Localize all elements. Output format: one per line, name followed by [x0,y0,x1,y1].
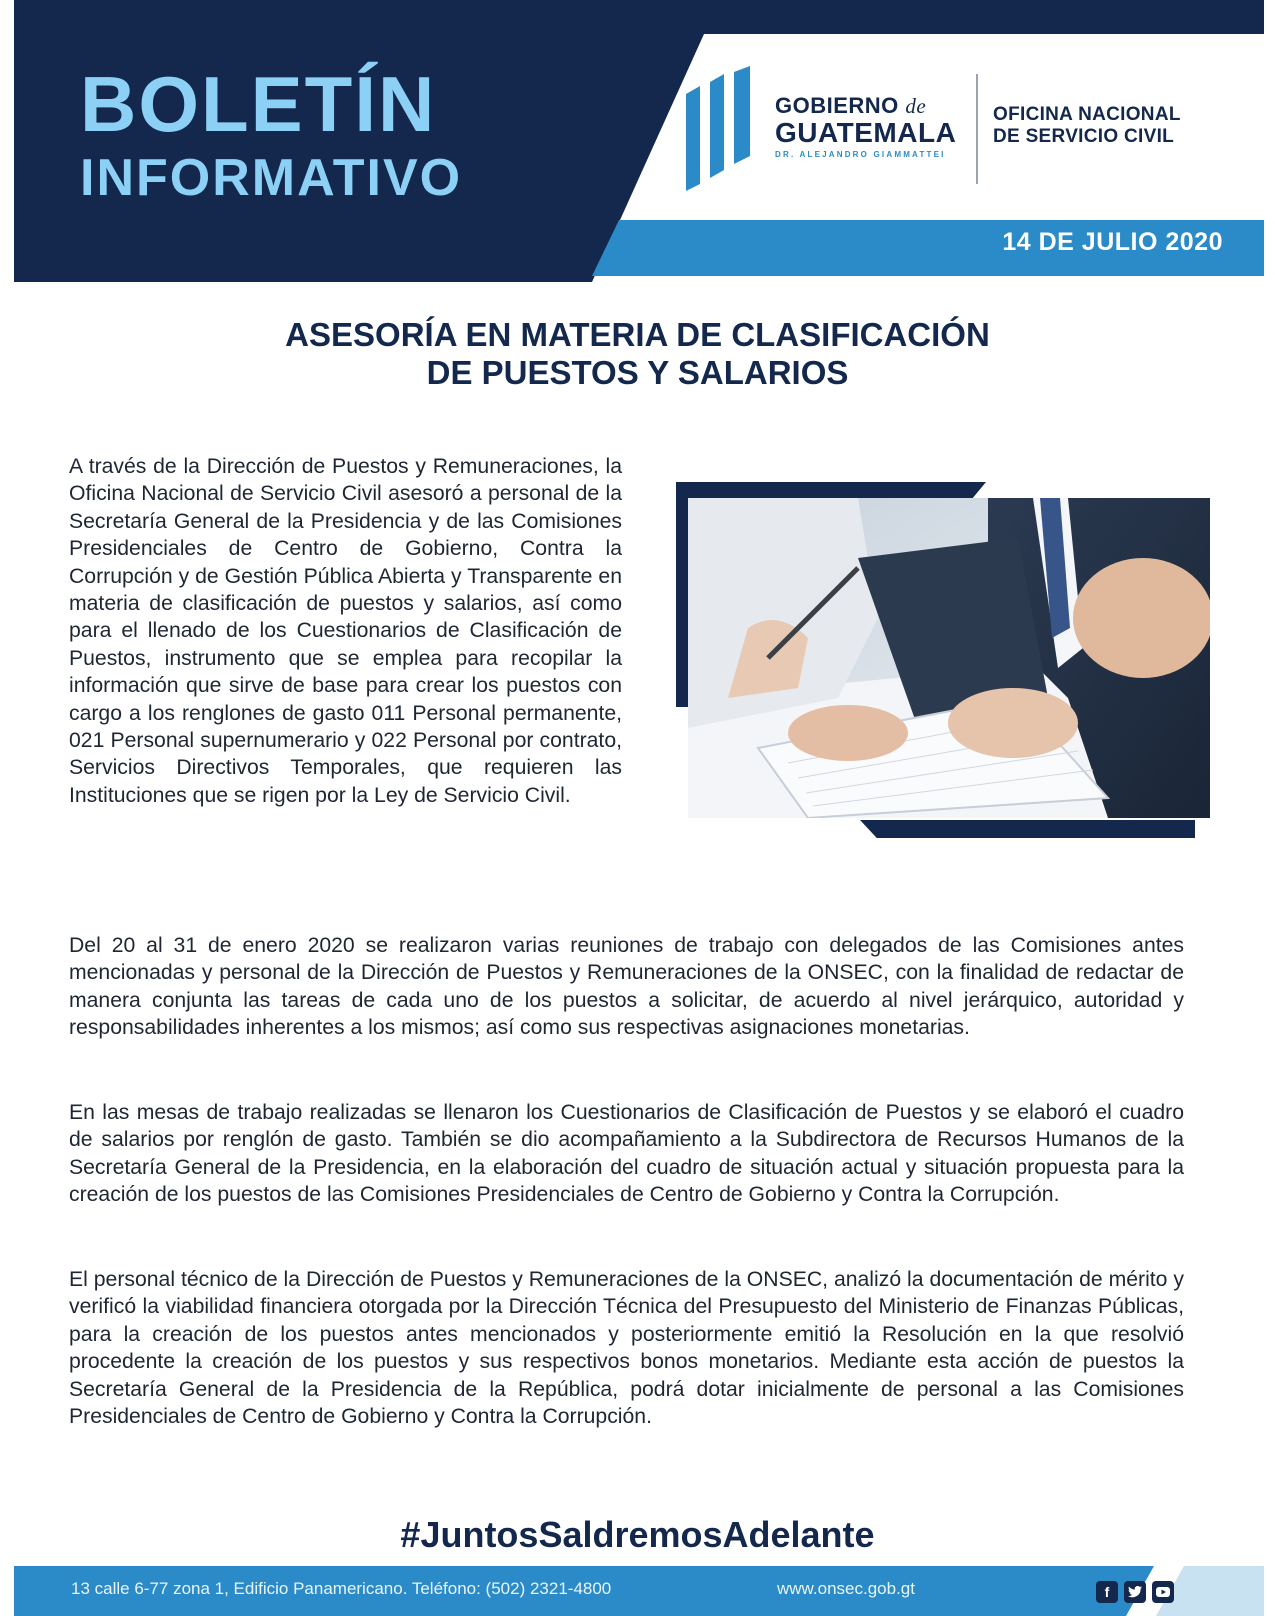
facebook-icon[interactable]: f [1096,1581,1118,1603]
article-headline: ASESORÍA EN MATERIA DE CLASIFICACIÓN DE PUESTOS Y SALARIOS [285,316,990,391]
footer-bar [14,1566,1264,1616]
bulletin-title: BOLETÍN [80,60,437,148]
meeting-photo [688,498,1210,818]
logo-divider [976,74,978,184]
article-paragraph-3: En las mesas de trabajo realizadas se llenaron los Cuestionarios de Clasificación de Puestos y se elaboró el cuadro de salarios por renglón de gasto. También se dio acompañamiento a la Subdirectora de Recursos Humanos de la Secretaría General de la Presidencia, en la elaboración del cuadro de situación actual y situación propuesta para la creación de los puestos de las Comisiones Presidenciales de Centro de Gobierno y Contra la Corrupción. [69,1101,1184,1207]
gobierno-logo-icon [686,66,766,191]
campaign-hashtag: #JuntosSaldremosAdelante [400,1514,875,1555]
office-name: OFICINA NACIONAL DE SERVICIO CIVIL [993,104,1181,147]
article-paragraph-4: El personal técnico de la Dirección de Puestos y Remuneraciones de la ONSEC, analizó la documentación de mérito y verificó la viabilidad financiera otorgada por la Dirección Técnica del Presupuesto del Ministerio de Finanzas Públicas, para la creación de los puestos antes mencionados y posteriormente emitió la Resolución en la que resolvió procedente la creación de los puestos y sus respectivos bonos monetarios. Mediante esta acción de puestos la Secretaría General de la Presidencia de la República, podrá dotar inicialmente de personal a las Comisiones Presidenciales de Centro de Gobierno y Contra la Corrupción. [69,1268,1184,1429]
twitter-icon[interactable] [1124,1581,1146,1603]
footer-website-link[interactable]: www.onsec.gob.gt [777,1579,915,1598]
photo-frame-accent [860,820,1195,838]
article-paragraph-2: Del 20 al 31 de enero 2020 se realizaron varias reuniones de trabajo con delegados de las Comisiones antes mencionadas y personal de la Dirección de Puestos y Remuneraciones de la ONSEC, con la finalidad de redactar de manera conjunta las tareas de cada uno de los puestos a solicitar, de acuerdo al nivel jerárquico, autoridad y responsabilidades inherentes a los mismos; así como sus respectivas asignaciones monetarias. [69,934,1184,1040]
youtube-icon[interactable] [1152,1581,1174,1603]
footer-address: 13 calle 6-77 zona 1, Edificio Panamericano. Teléfono: (502) 2321-4800 [71,1579,612,1598]
bulletin-date: 14 DE JULIO 2020 [1002,228,1223,256]
gobierno-wordmark: GOBIERNO de GUATEMALA DR. ALEJANDRO GIAMMATTEI [775,93,957,159]
article-paragraph-1: A través de la Dirección de Puestos y Remuneraciones, la Oficina Nacional de Servicio Civil asesoró a personal de la Secretaría General de la Presidencia y de las Comisiones Presidenciales de Centro de Gobierno, Contra la Corrupción y de Gestión Pública Abierta y Transparente en materia de clasificación de puestos y salarios, así como para el llenado de los Cuestionarios de Clasificación de Puestos, instrumento que se emplea para recopilar la información que sirve de base para crear los puestos con cargo a los renglones de gasto 011 Personal permanente, 021 Personal supernumerario y 022 Personal por contrato, Servicios Directivos Temporales, que requieren las Instituciones que se rigen por la Ley de Servicio Civil. [69,455,622,807]
bulletin-subtitle: INFORMATIVO [80,149,463,207]
